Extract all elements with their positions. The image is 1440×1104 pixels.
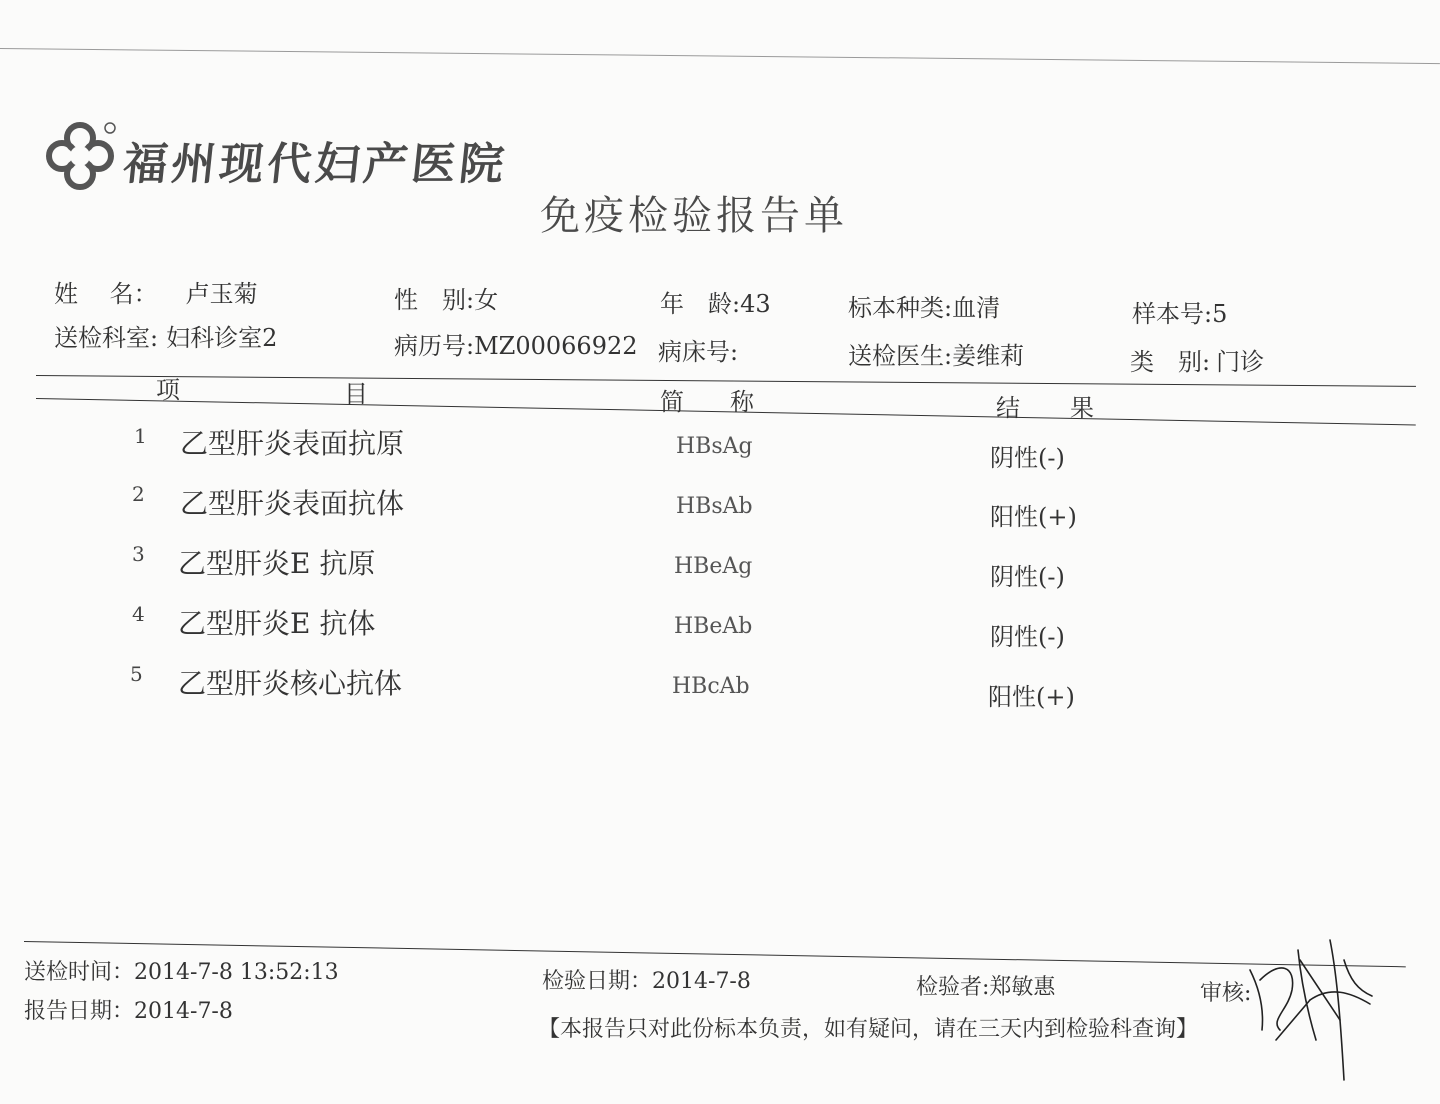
name-field: [54, 274, 258, 309]
col-abbr-a: 简: [660, 388, 684, 416]
bed-label: 病床号:: [658, 338, 739, 366]
test-item: 乙型肝炎E 抗原: [178, 547, 376, 580]
doctor: 姜维莉: [952, 342, 1025, 370]
category-field: [1130, 342, 1264, 377]
test-abbr: HBsAg: [676, 434, 753, 459]
col-result-b: 果: [1070, 394, 1094, 422]
hospital-name: 福州现代妇产医院: [120, 139, 511, 190]
category: 门诊: [1216, 348, 1265, 376]
test-item: 乙型肝炎表面抗体: [180, 487, 405, 520]
notice-text: 【本报告只对此份标本负责，如有疑问，请在三天内到检验科查询】: [538, 1017, 1199, 1042]
submit-time-label: 送检时间：: [24, 960, 135, 985]
reviewer-signature: [1240, 930, 1390, 1090]
test-abbr: HBeAb: [674, 614, 753, 639]
report-date: [24, 994, 233, 1025]
test-date-value: 2014-7-8: [652, 969, 751, 994]
dept-label: 送检科室:: [54, 324, 159, 352]
record-label: 病历号:: [394, 332, 475, 360]
col-abbr-b: 称: [730, 388, 754, 416]
test-result: 阴性(-): [990, 563, 1065, 591]
age-field: [660, 284, 771, 319]
row-number: 1: [134, 424, 147, 448]
test-date-label: 检验日期：: [542, 969, 653, 994]
test-item: 乙型肝炎表面抗原: [180, 427, 405, 460]
tester-name: 郑敏惠: [989, 975, 1056, 1000]
hospital-logo-icon: [44, 120, 116, 192]
patient-sex: 女: [474, 286, 499, 314]
row-number: 5: [130, 662, 143, 686]
doctor-field: [848, 336, 1024, 371]
sample-type-label: 标本种类:: [848, 294, 953, 322]
report-title: 免疫检验报告单: [540, 193, 848, 239]
reviewer-label: 审核:: [1200, 981, 1252, 1006]
row-number: 3: [132, 542, 145, 566]
category-label: 类 别:: [1130, 348, 1211, 376]
submit-time: [24, 955, 339, 986]
report-date-value: 2014-7-8: [134, 999, 233, 1024]
record-field: [394, 326, 638, 361]
sample-type: 血清: [952, 294, 1001, 322]
report-date-label: 报告日期：: [24, 999, 135, 1024]
record-no: MZ00066922: [474, 332, 638, 360]
test-result: 阳性(+): [988, 683, 1075, 711]
col-result-a: 结: [996, 394, 1020, 422]
test-item: 乙型肝炎核心抗体: [178, 667, 403, 700]
col-item-b: 目: [344, 380, 368, 408]
col-item-a: 项: [156, 376, 180, 404]
test-item: 乙型肝炎E 抗体: [178, 607, 376, 640]
row-number: 4: [132, 602, 145, 626]
sex-label: 性 别:: [394, 286, 475, 314]
paper-edge: [0, 48, 1440, 88]
test-abbr: HBsAb: [676, 494, 753, 519]
tester-label: 检验者:: [916, 975, 990, 1000]
row-number: 2: [132, 482, 145, 506]
sample-no-field: [1132, 294, 1227, 329]
sample-type-field: [848, 288, 1000, 323]
test-result: 阴性(-): [990, 623, 1065, 651]
sex-field: [394, 280, 498, 315]
dept: 妇科诊室2: [166, 324, 278, 352]
test-date: [542, 964, 751, 995]
test-result: 阴性(-): [990, 444, 1065, 472]
patient-name: 卢玉菊: [185, 280, 258, 308]
tester: [916, 970, 1055, 1001]
patient-age: 43: [740, 290, 771, 318]
test-abbr: HBeAg: [674, 554, 753, 579]
bed-field: [658, 332, 738, 367]
test-abbr: HBcAb: [672, 674, 750, 699]
sample-no-label: 样本号:: [1132, 300, 1213, 328]
doctor-label: 送检医生:: [848, 342, 953, 370]
name-label: 姓 名：: [54, 280, 158, 308]
dept-field: [54, 318, 277, 353]
submit-time-value: 2014-7-8 13:52:13: [134, 960, 339, 985]
test-result: 阳性(+): [990, 503, 1077, 531]
age-label: 年 龄:: [660, 290, 741, 318]
sample-no: 5: [1212, 300, 1228, 328]
